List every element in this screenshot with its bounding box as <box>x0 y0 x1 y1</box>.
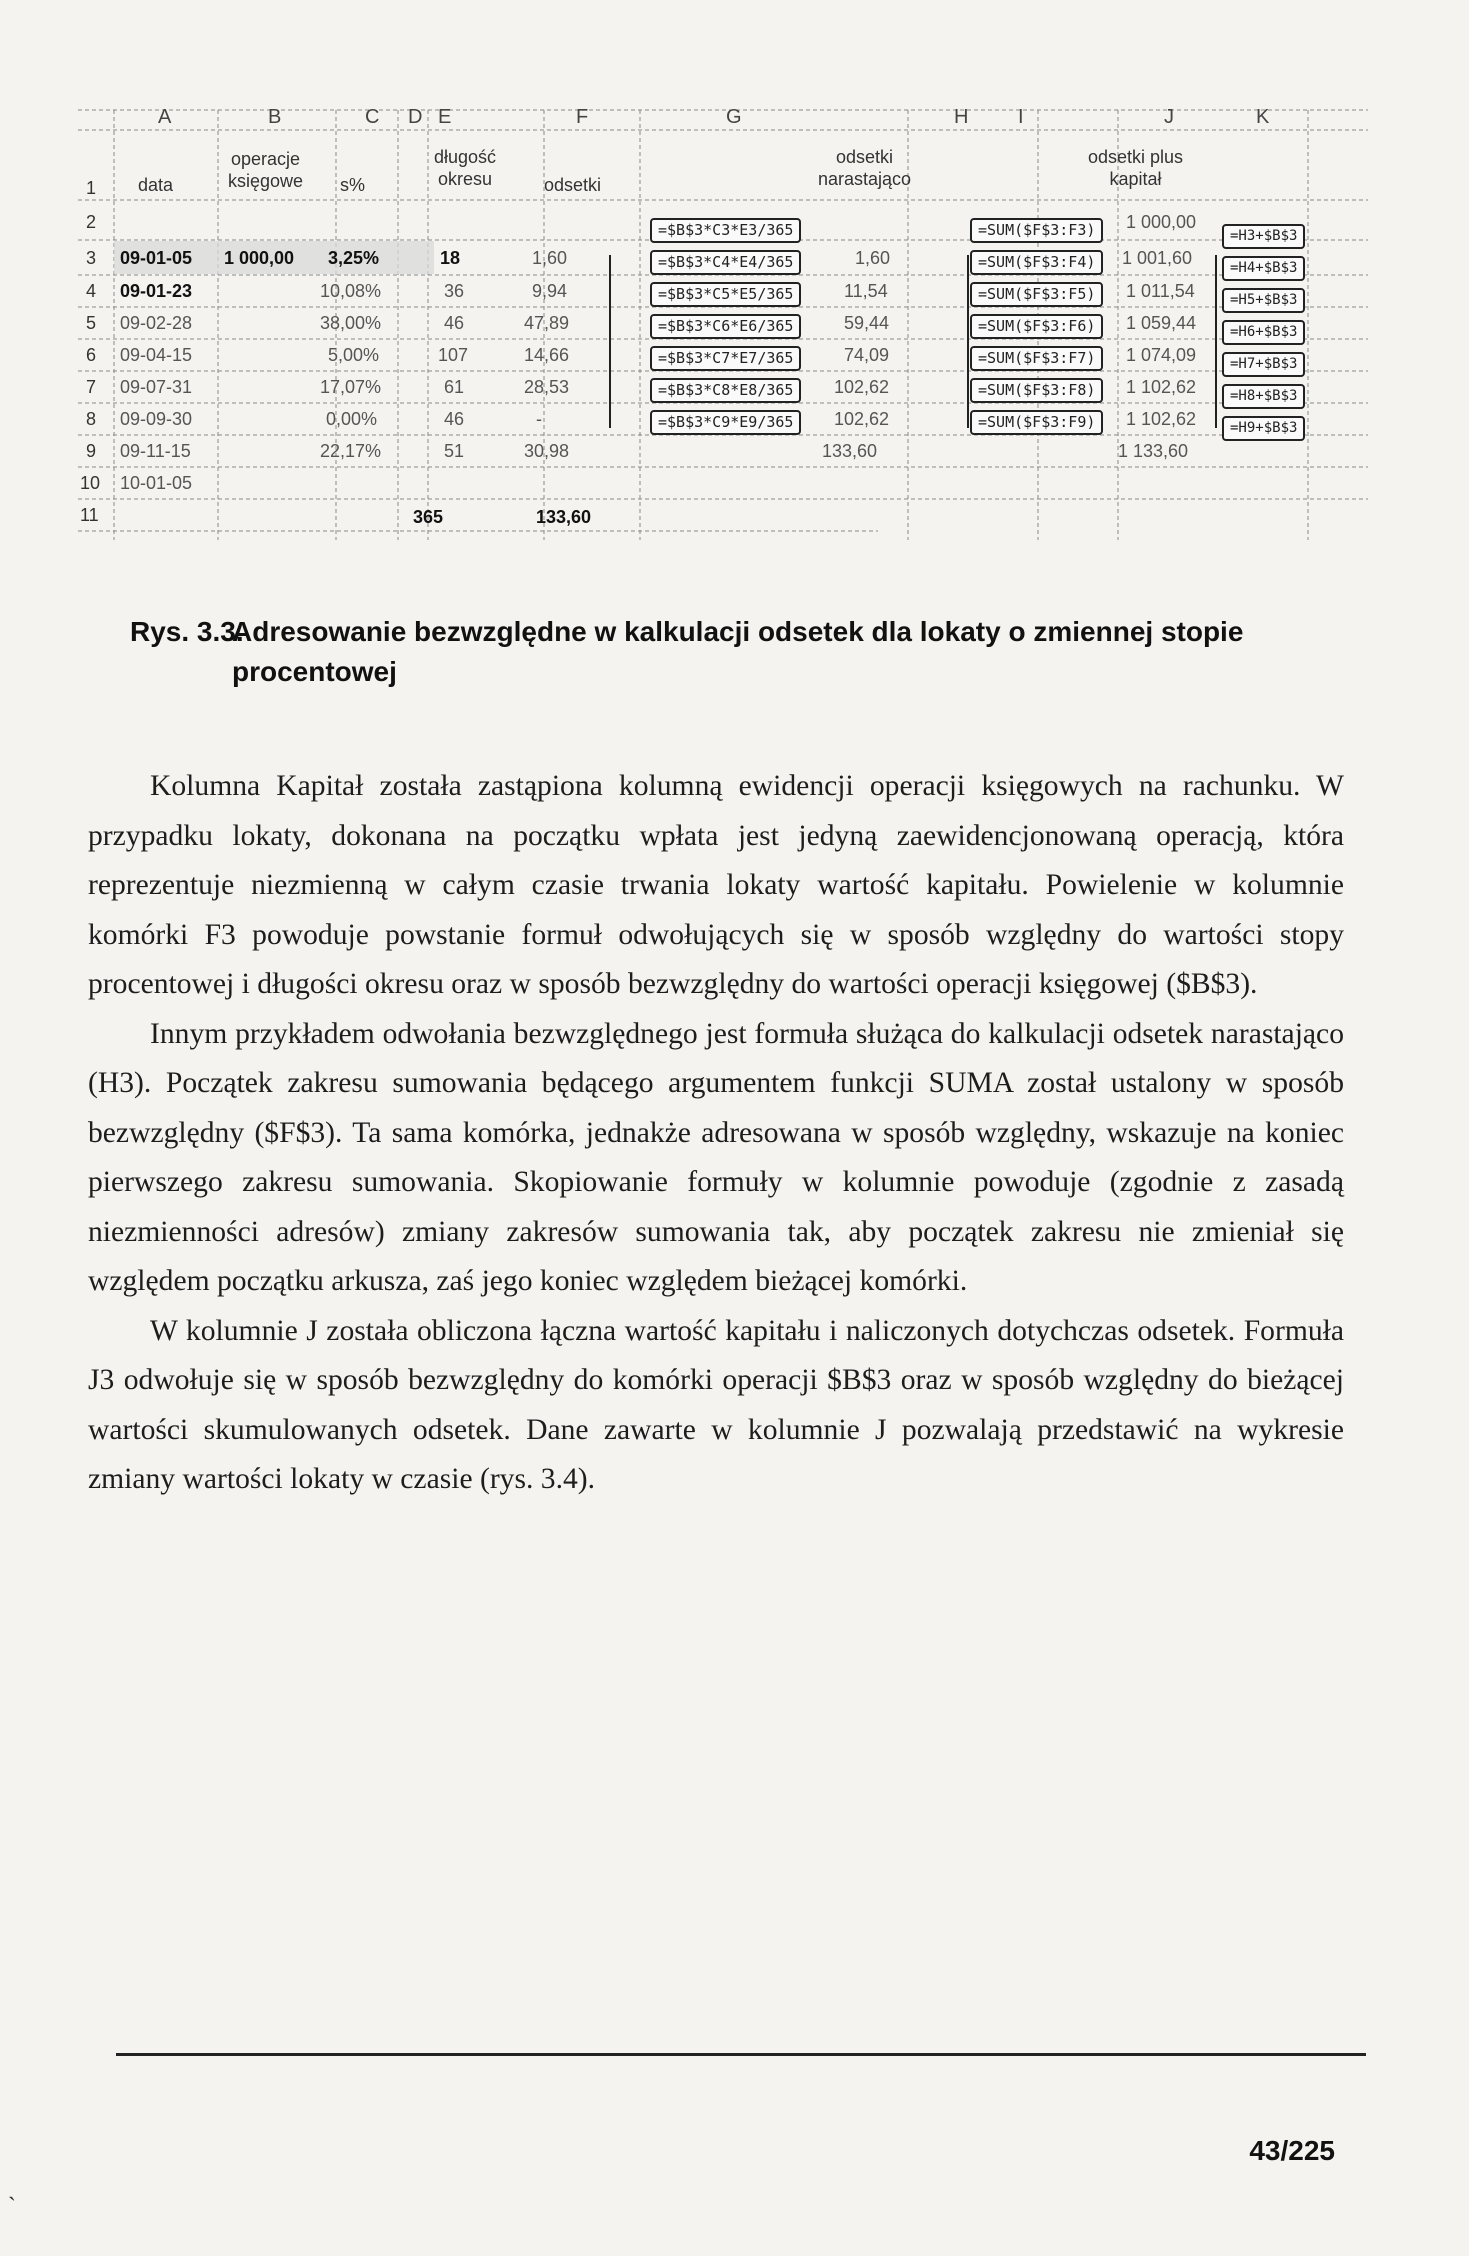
row-number: 4 <box>86 281 97 301</box>
cell-rate: 3,25% <box>328 248 380 268</box>
cell-length: 36 <box>444 281 465 301</box>
row-number: 5 <box>86 313 97 333</box>
cell-plus: 1 102,62 <box>1126 409 1197 429</box>
header-dlugosc: długość okresu <box>434 147 497 189</box>
formula-callout: =$B$3*C7*E7/365 <box>650 346 801 371</box>
cell-plus: 1 059,44 <box>1126 313 1197 333</box>
cell-plus: 1 074,09 <box>1126 345 1197 365</box>
header-operacje: operacje księgowe <box>228 149 304 191</box>
header-data: data <box>138 175 174 195</box>
cell-date: 09-09-30 <box>120 409 193 429</box>
cell-odsetki: - <box>536 409 542 429</box>
footer-rule <box>116 2053 1366 2056</box>
formula-callout: =H8+$B$3 <box>1222 384 1305 409</box>
cell-rate: 17,07% <box>320 377 382 397</box>
formula-callout: =SUM($F$3:F3) <box>970 218 1103 243</box>
header-odsetki-narastajaco: odsetki narastająco <box>818 147 912 189</box>
formula-callout: =SUM($F$3:F5) <box>970 282 1103 307</box>
cell-narastajaco: 11,54 <box>844 281 888 301</box>
row-number: 10 <box>80 473 101 493</box>
column-letter: A <box>158 106 172 128</box>
cell-length: 18 <box>440 248 461 268</box>
row-number: 6 <box>86 345 97 365</box>
cell-rate: 22,17% <box>320 441 382 461</box>
cell-narastajaco: 59,44 <box>844 313 890 333</box>
formula-callout: =$B$3*C3*E3/365 <box>650 218 801 243</box>
page-number: 43/225 <box>1249 2135 1335 2166</box>
formula-callout: =H4+$B$3 <box>1222 256 1305 281</box>
cell-operacje: 1 000,00 <box>224 248 295 268</box>
paragraph: Kolumna Kapitał została zastąpiona kolumną ewidencji operacji księgowych na rachunku. W przypadku lokaty, dokonana na początku wpłata jest jedyną zaewidencjonowaną operacją, która reprezentuje niezmienną w całym czasie trwania lokaty wartość kapitału. Powielenie w kolumnie komórki F3 powoduje powstanie formuł odwołujących się w sposób względny do wartości stopy procentowej i długości okresu oraz w sposób bezwzględny do wartości operacji księgowej ($B$3). <box>88 770 1344 1000</box>
cell-odsetki: 14,66 <box>524 345 570 365</box>
margin-mark: ˏ <box>8 2175 16 2201</box>
formula-callout: =$B$3*C4*E4/365 <box>650 250 801 275</box>
column-letter: B <box>268 106 282 128</box>
cell-length: 107 <box>438 345 469 365</box>
cell-date: 09-07-31 <box>120 377 193 397</box>
cell-narastajaco: 102,62 <box>834 409 890 429</box>
column-letter: F <box>576 106 589 128</box>
cell-odsetki: 9,94 <box>532 281 568 301</box>
cell-rate: 38,00% <box>320 313 382 333</box>
cell-date: 09-11-15 <box>120 441 191 461</box>
cell-length: 61 <box>444 377 465 397</box>
column-letter: K <box>1256 106 1270 128</box>
column-letter: J <box>1164 106 1174 128</box>
cell-length: 46 <box>444 409 465 429</box>
formula-callout: =H7+$B$3 <box>1222 352 1305 377</box>
cell-length: 51 <box>444 441 465 461</box>
cell-narastajaco: 102,62 <box>834 377 890 397</box>
formula-callout: =$B$3*C6*E6/365 <box>650 314 801 339</box>
formula-callout: =$B$3*C5*E5/365 <box>650 282 801 307</box>
spreadsheet-figure <box>78 100 1368 550</box>
header-odsetki-plus-kapital: odsetki plus kapitał <box>1088 147 1184 189</box>
cell-date: 10-01-05 <box>120 473 193 493</box>
cell-rate: 0,00% <box>326 409 378 429</box>
figure-caption <box>130 612 1362 692</box>
cell-odsetki: 47,89 <box>524 313 570 333</box>
row-number: 1 <box>86 178 97 198</box>
formula-callout: =$B$3*C9*E9/365 <box>650 410 801 435</box>
cell-date: 09-04-15 <box>120 345 193 365</box>
header-odsetki: odsetki <box>544 175 602 195</box>
cell-j2: 1 000,00 <box>1126 212 1197 232</box>
column-letter: I <box>1018 106 1024 128</box>
column-letter: H <box>954 106 969 128</box>
column-letter: C <box>365 106 380 128</box>
cell-narastajaco: 133,60 <box>822 441 878 461</box>
cell-odsetki: 30,98 <box>524 441 570 461</box>
formula-callout: =$B$3*C8*E8/365 <box>650 378 801 403</box>
figure-number: Rys. 3.3. <box>130 616 244 647</box>
cell-date: 09-01-05 <box>120 248 193 268</box>
cell-narastajaco: 1,60 <box>855 248 891 268</box>
cell-odsetki: 1,60 <box>532 248 568 268</box>
cell-plus: 1 133,60 <box>1118 441 1189 461</box>
formula-callout: =H3+$B$3 <box>1222 224 1305 249</box>
row-number: 3 <box>86 248 97 268</box>
paragraph: Innym przykładem odwołania bezwzględnego jest formuła służąca do kalkulacji odsetek narastająco (H3). Początek zakresu sumowania będącego argumentem funkcji SUMA został ustalony w sposób bezwzględny ($F$3). Ta sama komórka, jednakże adresowana w sposób względny, wskazuje na koniec pierwszego zakresu sumowania. Skopiowanie formuły w kolumnie powoduje (zgodnie z zasadą niezmienności adresów) zmiany zakresów sumowania tak, aby początek zakresu nie zmieniał się względem początku arkusza, zaś jego koniec względem bieżącej komórki. <box>88 1017 1344 1297</box>
formula-callout: =SUM($F$3:F7) <box>970 346 1103 371</box>
body-text <box>88 762 1344 1505</box>
column-letter: D <box>408 106 423 128</box>
cell-date: 09-01-23 <box>120 281 193 301</box>
row-number: 7 <box>86 377 97 397</box>
formula-callout: =SUM($F$3:F9) <box>970 410 1103 435</box>
column-letter: G <box>726 106 742 128</box>
cell-plus: 1 102,62 <box>1126 377 1197 397</box>
formula-callout: =H6+$B$3 <box>1222 320 1305 345</box>
formula-callout: =H5+$B$3 <box>1222 288 1305 313</box>
cell-rate: 10,08% <box>320 281 382 301</box>
row-number: 11 <box>80 505 99 525</box>
figure-caption-text: Adresowanie bezwzględne w kalkulacji odsetek dla lokaty o zmiennej stopie procentowej <box>232 616 1244 687</box>
row-number: 8 <box>86 409 97 429</box>
formula-callout: =SUM($F$3:F6) <box>970 314 1103 339</box>
total-odsetki: 133,60 <box>536 507 592 527</box>
cell-narastajaco: 74,09 <box>844 345 890 365</box>
cell-date: 09-02-28 <box>120 313 193 333</box>
cell-plus: 1 001,60 <box>1122 248 1193 268</box>
paragraph: W kolumnie J została obliczona łączna wartość kapitału i naliczonych dotychczas odsetek. Formuła J3 odwołuje się w sposób bezwzględny do komórki operacji $B$3 oraz w sposób względny do bieżącej wartości skumulowanych odsetek. Dane zawarte w kolumnie J pozwalają przedstawić na wykresie zmiany wartości lokaty w czasie (rys. 3.4). <box>88 1314 1344 1495</box>
cell-length: 46 <box>444 313 465 333</box>
formula-callout: =SUM($F$3:F4) <box>970 250 1103 275</box>
total-length: 365 <box>413 507 444 527</box>
row-number: 2 <box>86 212 97 232</box>
header-stopa: s% <box>340 175 366 195</box>
column-letter: E <box>438 106 452 128</box>
cell-rate: 5,00% <box>328 345 380 365</box>
cell-odsetki: 28,53 <box>524 377 570 397</box>
formula-callout: =H9+$B$3 <box>1222 416 1305 441</box>
formula-callout: =SUM($F$3:F8) <box>970 378 1103 403</box>
row-number: 9 <box>86 441 97 461</box>
cell-plus: 1 011,54 <box>1126 281 1195 301</box>
